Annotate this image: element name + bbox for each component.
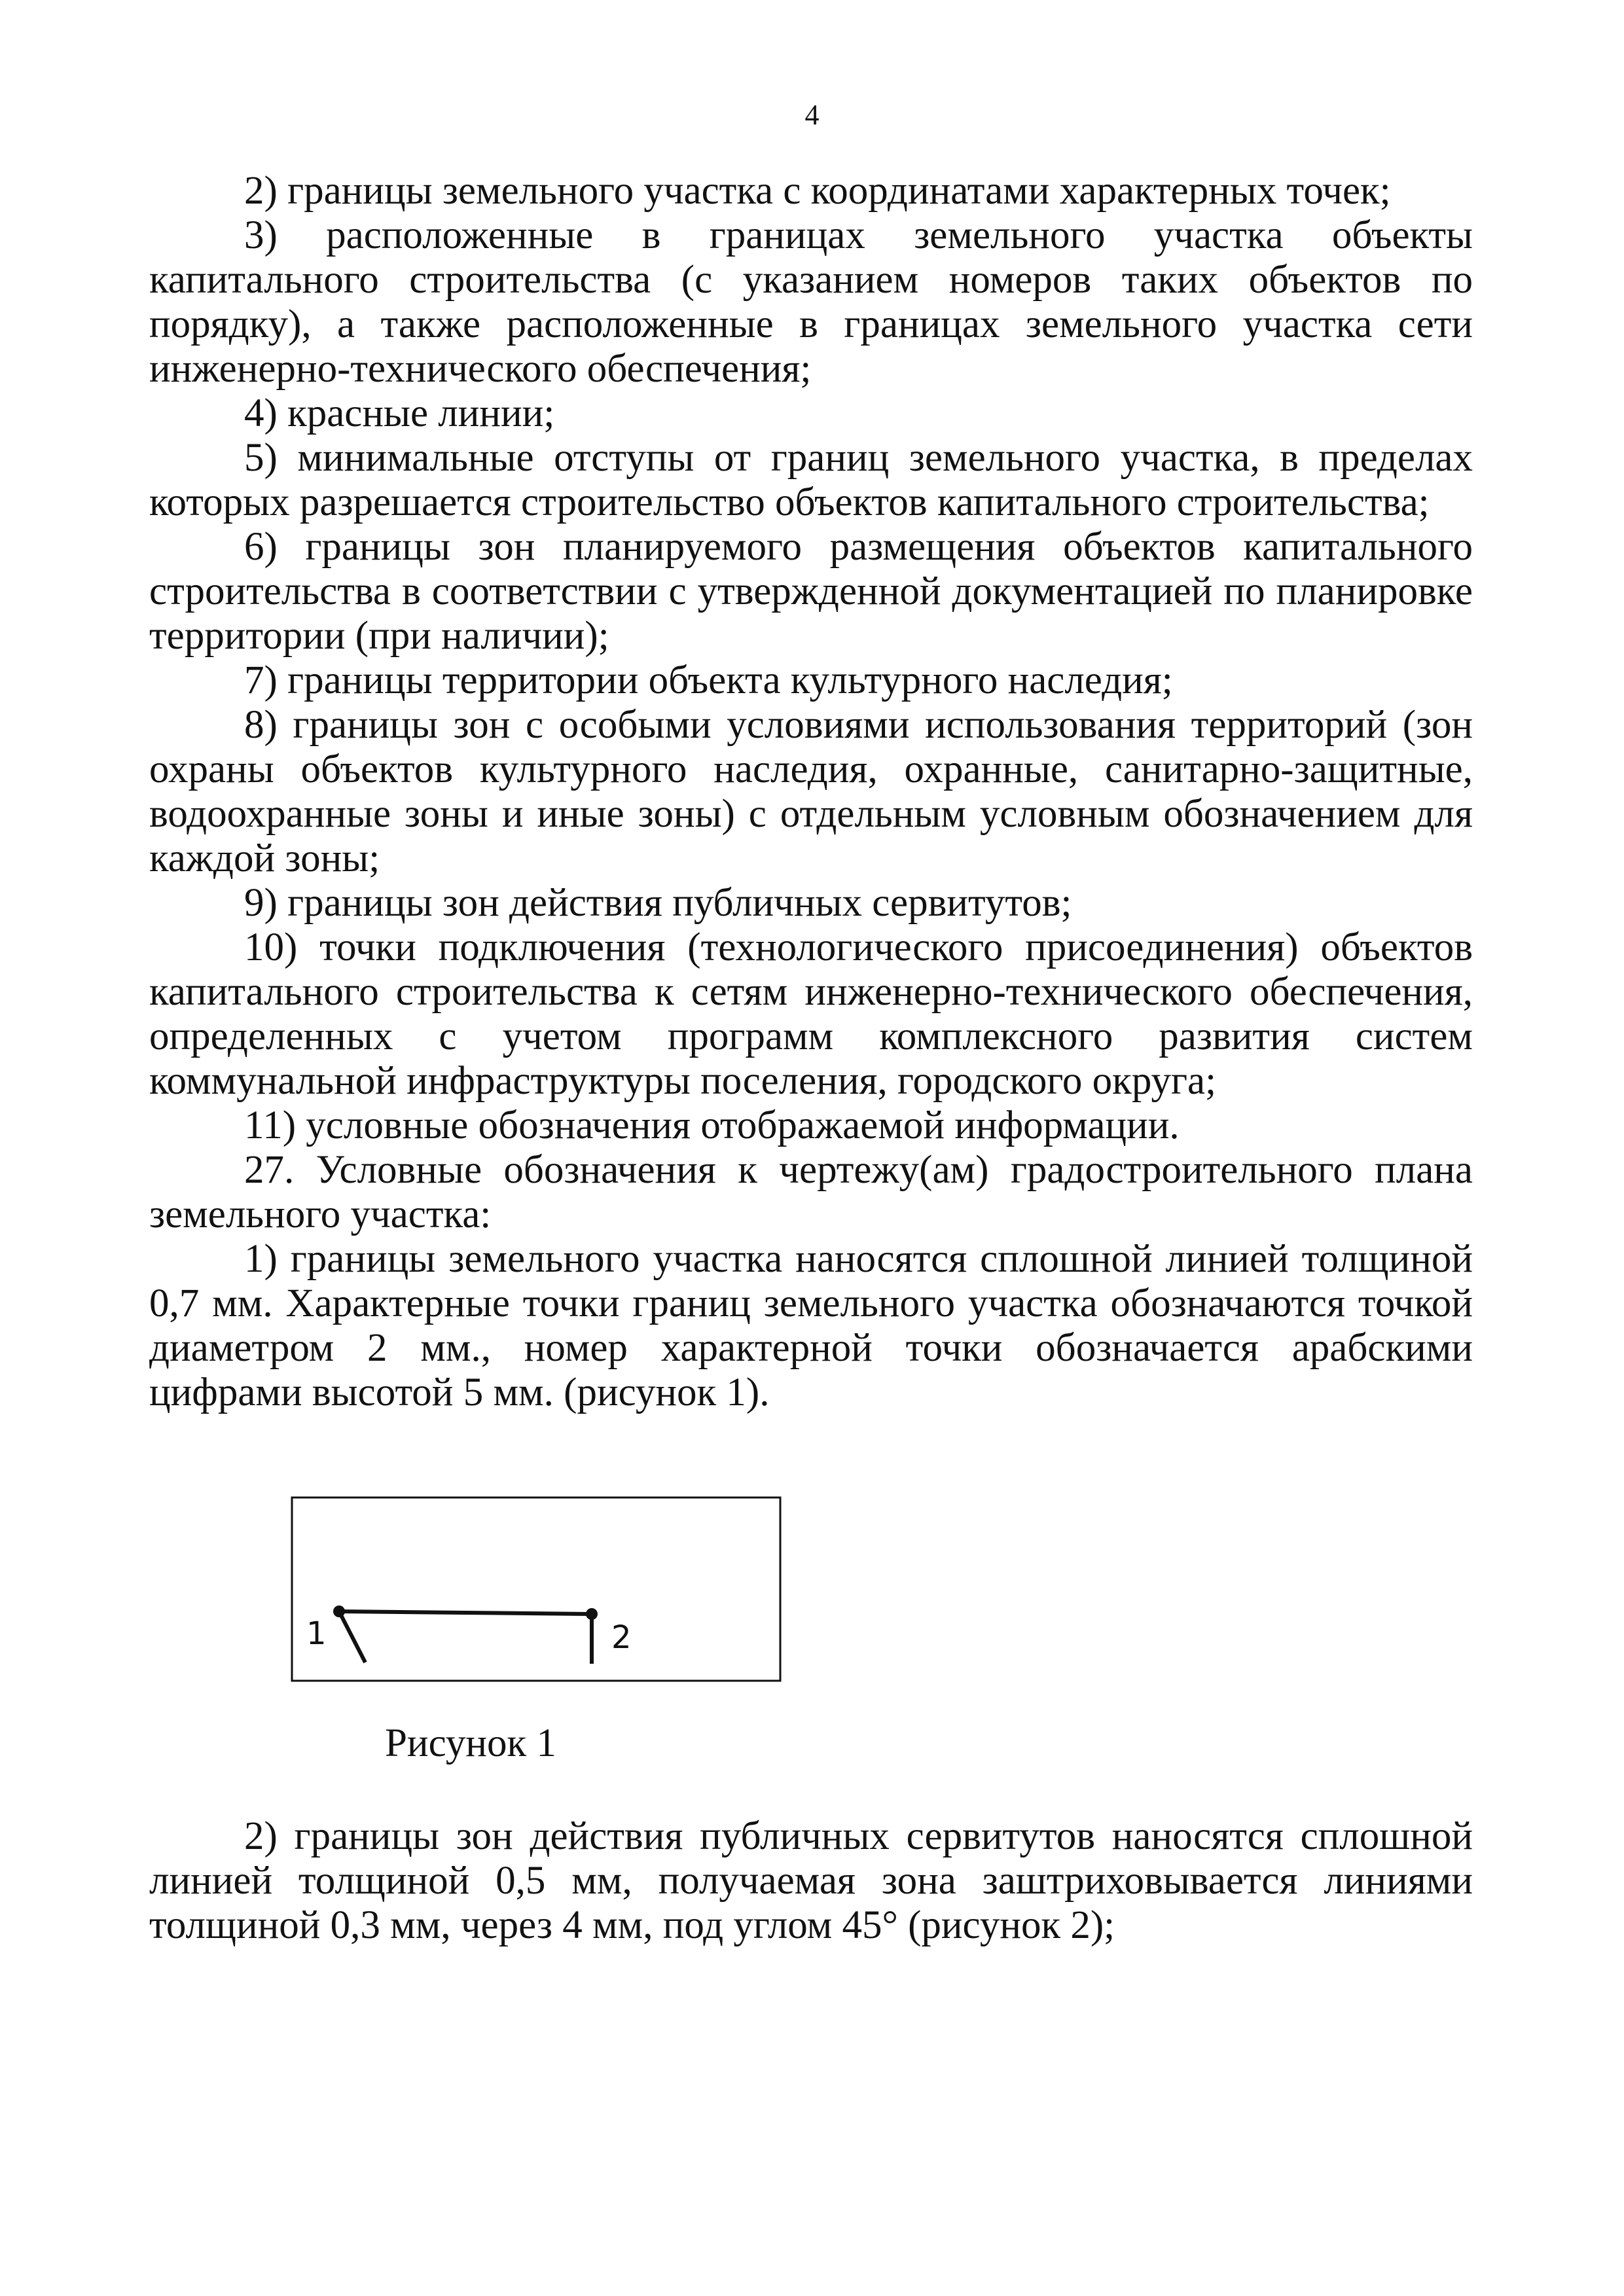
paragraph-item-11: 11) условные обозначения отображаемой информации. (244, 1103, 1180, 1147)
figure-1-caption: Рисунок 1 (385, 1721, 556, 1765)
paragraph-item-5: 5) минимальные отступы от границ земельного участка, в пределах которых разрешается строительство объектов капитального строительства; (149, 436, 1473, 524)
boundary-line-left (339, 1611, 365, 1662)
page-number: 4 (804, 99, 820, 131)
paragraph-item-3: 3) расположенные в границах земельного участка объекты капитального строительства (с указанием номеров таких объектов по порядку), а также расположенные в границах земельного участка сети инженерно-технического обеспечения; (149, 213, 1473, 391)
characteristic-point-1 (333, 1605, 345, 1617)
paragraph-clause-27-item-1: 1) границы земельного участка наносятся сплошной линией толщиной 0,7 мм. Характерные точки границ земельного участка обозначаются точкой диаметром 2 мм., номер характерной точки обозначается арабскими цифрами высотой 5 мм. (рисунок 1). (149, 1237, 1473, 1414)
body-text-continued (149, 1814, 1473, 1948)
paragraph-item-4: 4) красные линии; (244, 391, 555, 435)
figure-1 (291, 1496, 782, 1682)
paragraph-item-6: 6) границы зон планируемого размещения объектов капитального строительства в соответствии с утвержденной документацией по планировке территории (при наличии); (149, 525, 1473, 658)
characteristic-point-2 (586, 1608, 598, 1620)
body-text (149, 169, 1473, 1415)
figure-1-drawing (291, 1496, 782, 1682)
figure-frame (292, 1498, 780, 1681)
paragraph-item-10: 10) точки подключения (технологического присоединения) объектов капитального строительства к сетям инженерно-технического обеспечения, определенных с учетом программ комплексного развития систем коммунальной инфраструктуры поселения, городского округа; (149, 925, 1473, 1103)
paragraph-item-9: 9) границы зон действия публичных сервитутов; (244, 881, 1072, 925)
paragraph-clause-27: 27. Условные обозначения к чертежу(ам) градостроительного плана земельного участка: (149, 1148, 1473, 1236)
point-2-label: 2 (611, 1619, 632, 1656)
paragraph-item-8: 8) границы зон с особыми условиями использования территорий (зон охраны объектов культурного наследия, охранные, санитарно-защитные, водоохранные зоны и иные зоны) с отдельным условным обозначением для каждой зоны; (149, 703, 1473, 880)
paragraph-clause-27-item-2: 2) границы зон действия публичных сервитутов наносятся сплошной линией толщиной 0,5 мм, получаемая зона заштриховывается линиями толщиной 0,3 мм, через 4 мм, под углом 45° (рисунок 2); (149, 1814, 1473, 1947)
point-1-label: 1 (306, 1615, 327, 1652)
paragraph-item-2: 2) границы земельного участка с координатами характерных точек; (244, 169, 1391, 213)
paragraph-item-7: 7) границы территории объекта культурного наследия; (244, 658, 1173, 702)
boundary-line (339, 1611, 592, 1614)
